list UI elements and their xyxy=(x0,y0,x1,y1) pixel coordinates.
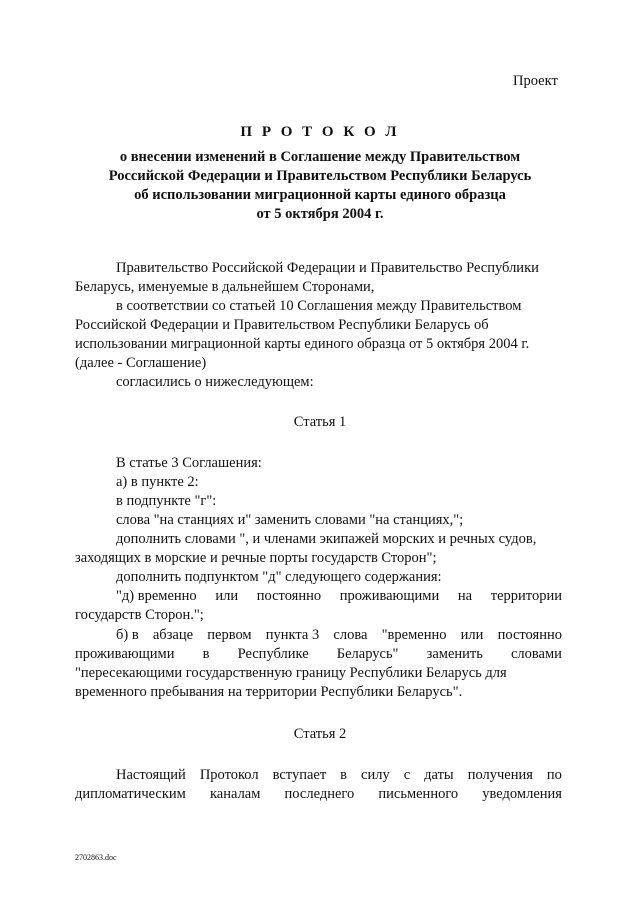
word: б) в xyxy=(116,627,139,643)
article-2-heading: Статья 2 xyxy=(293,726,347,742)
article-line: государств Сторон."; xyxy=(75,607,204,623)
preamble-line: Беларусь, именуемые в дальнейшем Сторонами, xyxy=(75,279,375,295)
subtitle-line: об использовании миграционной карты единого образца xyxy=(134,187,506,203)
article-line: В статье 3 Соглашения: xyxy=(116,455,262,471)
article-line xyxy=(116,588,562,605)
preamble-line: согласились о нижеследующем: xyxy=(116,374,314,390)
word: заменить xyxy=(426,646,483,662)
word: Беларусь" xyxy=(336,646,399,662)
word: на xyxy=(457,588,473,604)
word: уведомления xyxy=(482,786,562,802)
word: вступает xyxy=(272,767,327,783)
word: каналам xyxy=(209,786,261,802)
document-subtitle xyxy=(80,148,560,224)
word: первом xyxy=(207,627,252,643)
word: "временно xyxy=(381,627,447,643)
word: или xyxy=(215,588,239,604)
article-line: временного пребывания на территории Республики Беларусь". xyxy=(75,684,463,700)
preamble-line: Российской Федерации и Правительством Республики Беларусь об xyxy=(75,317,489,333)
word: словами xyxy=(510,646,562,662)
preamble-line: Правительство Российской Федерации и Правительство Республики xyxy=(116,260,539,276)
word: получения xyxy=(467,767,533,783)
word: слова xyxy=(333,627,368,643)
footer-file-name: 2702863.doc xyxy=(75,853,117,862)
word: в xyxy=(202,646,210,662)
word: проживающими xyxy=(339,588,440,604)
preamble-line: в соответствии со статьей 10 Соглашения между Правительством xyxy=(116,298,522,314)
subtitle-line: о внесении изменений в Соглашение между Правительством xyxy=(119,149,521,165)
word: силу xyxy=(361,767,390,783)
preamble-line: использовании миграционной карты единого образца от 5 октября 2004 г. xyxy=(75,336,530,352)
word: или xyxy=(460,627,484,643)
article-line: дополнить словами ", и членами экипажей морских и речных судов, xyxy=(116,531,537,547)
word: пункта 3 xyxy=(265,627,320,643)
word: Настоящий xyxy=(116,767,186,783)
article-1-heading: Статья 1 xyxy=(293,414,347,430)
word: Протокол xyxy=(199,767,259,783)
article-line xyxy=(116,627,562,644)
subtitle-line: Российской Федерации и Правительством Республики Беларусь xyxy=(108,168,532,184)
word: дипломатическим xyxy=(75,786,186,802)
word: проживающими xyxy=(75,646,175,662)
subtitle-line: от 5 октября 2004 г. xyxy=(256,206,384,222)
document-title: П Р О Т О К О Л xyxy=(240,124,400,140)
article-line xyxy=(116,767,562,784)
article-line: в подпункте "г": xyxy=(116,493,217,509)
word: Республике xyxy=(237,646,309,662)
word: постоянно xyxy=(497,627,562,643)
word: в xyxy=(340,767,348,783)
article-line: а) в пункте 2: xyxy=(116,474,199,490)
word: даты xyxy=(424,767,454,783)
word: с xyxy=(403,767,411,783)
article-line: дополнить подпунктом "д" следующего содержания: xyxy=(116,569,442,585)
article-line: слова "на станциях и" заменить словами "на станциях,"; xyxy=(116,512,464,528)
word: абзаце xyxy=(152,627,194,643)
article-line xyxy=(75,646,562,663)
article-line xyxy=(75,786,562,803)
word: постоянно xyxy=(256,588,322,604)
word: последнего xyxy=(284,786,355,802)
preamble-line: (далее - Соглашение) xyxy=(75,355,207,371)
word: письменного xyxy=(378,786,459,802)
word: "д) временно xyxy=(116,588,197,604)
word: территории xyxy=(490,588,562,604)
article-line: "пересекающими государственную границу Республики Беларусь для xyxy=(75,665,507,681)
draft-label: Проект xyxy=(513,73,558,89)
word: по xyxy=(546,767,562,783)
article-line: заходящих в морские и речные порты государств Сторон"; xyxy=(75,550,437,566)
